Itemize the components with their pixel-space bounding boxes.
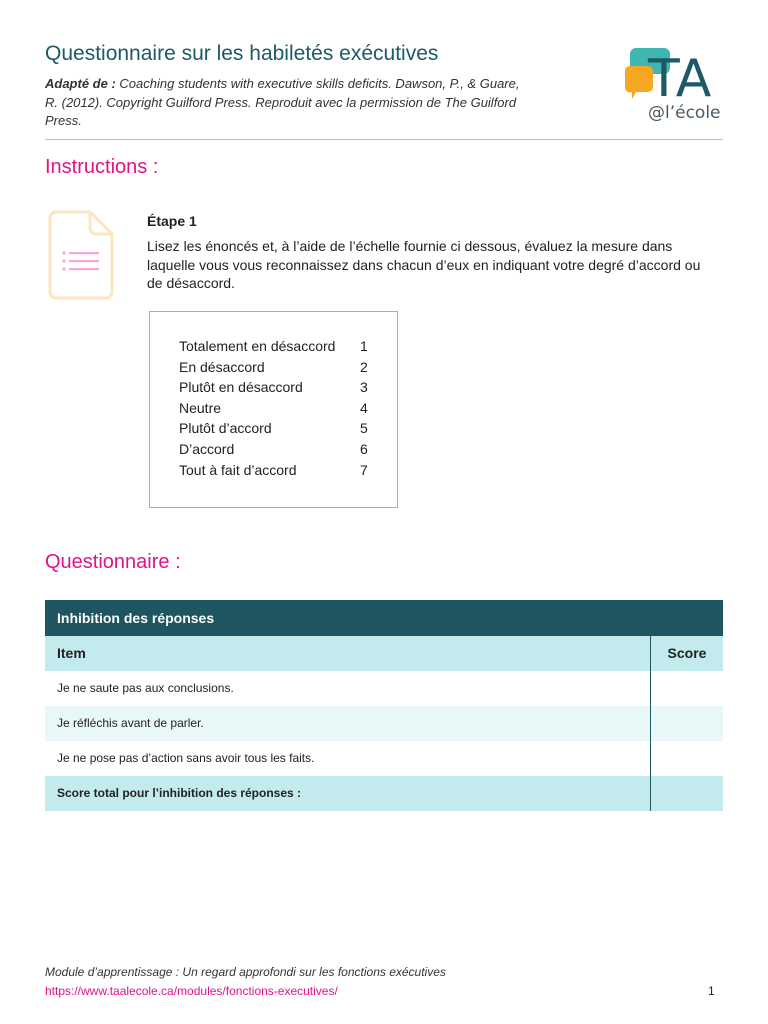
- scale-value: 4: [360, 399, 368, 416]
- table-title: Inhibition des réponses: [45, 600, 723, 636]
- instructions-heading: Instructions :: [45, 156, 159, 178]
- scale-label: En désaccord: [179, 358, 265, 375]
- page-title: Questionnaire sur les habiletés exécutives: [45, 42, 439, 65]
- document-icon: [46, 210, 116, 300]
- scale-value: 5: [360, 420, 368, 437]
- item-cell: Je ne pose pas d’action sans avoir tous les faits.: [45, 741, 651, 776]
- logo-subtext: @l’école: [648, 103, 721, 123]
- footer-module: Module d’apprentissage : Un regard approfondi sur les fonctions exécutives: [45, 965, 446, 979]
- rating-scale: [149, 311, 398, 508]
- table-row: [45, 706, 723, 741]
- scale-label: Plutôt d’accord: [179, 420, 272, 437]
- item-cell: Je réfléchis avant de parler.: [45, 706, 651, 741]
- scale-label: Totalement en désaccord: [179, 338, 336, 354]
- ta-logo: [622, 44, 726, 124]
- questionnaire-table: [45, 600, 723, 811]
- scale-label: D’accord: [179, 441, 235, 457]
- scale-row: [179, 420, 369, 440]
- page-number: 1: [708, 984, 715, 998]
- scale-value: 3: [360, 379, 368, 396]
- table-row: [45, 741, 723, 776]
- citation: [45, 75, 525, 131]
- item-cell: Je ne saute pas aux conclusions.: [45, 671, 651, 706]
- scale-row: [179, 338, 369, 358]
- scale-row: [179, 359, 369, 379]
- scale-row: [179, 462, 369, 482]
- column-header-score: Score: [667, 645, 707, 661]
- citation-text: Coaching students with executive skills deficits. Dawson, P., & Guare, R. (2012). Copyright Guilford Press. Reproduit avec la permission de The Guilford Press.: [45, 76, 520, 128]
- step-title: Étape 1: [147, 213, 197, 229]
- scale-value: 1: [360, 338, 368, 354]
- scale-value: 7: [360, 461, 368, 478]
- step-text: Lisez les énoncés et, à l’aide de l’échelle fournie ci dessous, évaluez la mesure dans laquelle vous vous reconnaissez dans chacun d’eux en indiquant votre degré d’accord ou de désaccord.: [147, 238, 701, 291]
- scale-row: [179, 400, 369, 420]
- table-row: [45, 671, 723, 706]
- scale-label: Neutre: [179, 399, 222, 416]
- scale-row: [179, 379, 369, 399]
- total-score-cell[interactable]: [651, 776, 723, 811]
- table-total-row: [45, 776, 723, 811]
- scale-row: [179, 441, 369, 461]
- scale-value: 6: [360, 441, 368, 457]
- score-cell[interactable]: [651, 741, 723, 776]
- header-divider: [45, 139, 723, 140]
- scale-label: Tout à fait d’accord: [179, 461, 297, 478]
- citation-label: Adapté de :: [45, 76, 116, 91]
- score-cell[interactable]: [651, 706, 723, 741]
- scale-label: Plutôt en désaccord: [179, 379, 303, 396]
- logo-text: TA: [648, 49, 712, 109]
- column-header-item: Item: [45, 636, 651, 671]
- footer-link[interactable]: https://www.taalecole.ca/modules/fonctions-executives/: [45, 984, 338, 998]
- table-header-row: [45, 636, 723, 671]
- score-cell[interactable]: [651, 671, 723, 706]
- scale-value: 2: [360, 358, 368, 375]
- questionnaire-heading: Questionnaire :: [45, 551, 181, 573]
- total-label: Score total pour l’inhibition des réponses :: [45, 776, 651, 811]
- speech-bubbles-icon: [622, 44, 726, 124]
